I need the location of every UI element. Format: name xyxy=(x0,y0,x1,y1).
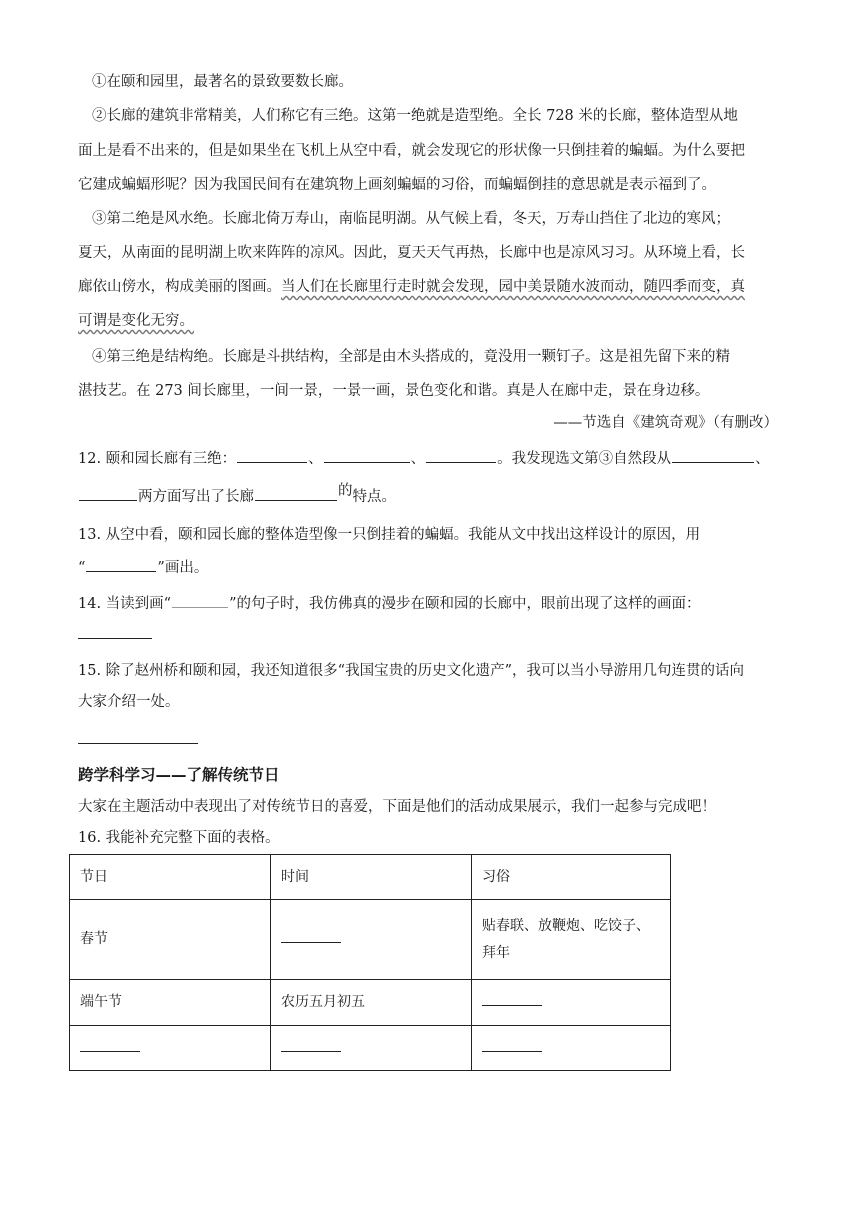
custom-text: 贴春联、放鞭炮、吃饺子、 xyxy=(482,917,650,934)
question-12-text: 。我发现选文第③自然段从 xyxy=(497,451,672,467)
question-12-text: 12. 颐和园长廊有三绝： xyxy=(78,451,237,467)
answer-blank[interactable] xyxy=(172,593,228,608)
table-header-custom: 习俗 xyxy=(472,855,671,900)
time-cell: 农历五月初五 xyxy=(271,980,472,1026)
question-12-text: 特点。 xyxy=(352,489,396,505)
question-14-line-1 xyxy=(78,593,783,614)
passage-paragraph-2-line-1: ②长廊的建筑非常精美，人们称它有三绝。这第一绝就是造型绝。全长 728 米的长廊，整体造型从地 xyxy=(92,108,738,124)
question-15-answer-line xyxy=(78,729,783,750)
question-12-text: 的 xyxy=(338,483,353,499)
passage-text: 廊依山傍水，构成美丽的图画。 xyxy=(78,279,281,295)
passage-paragraph-2-line-3: 它建成蝙蝠形呢？因为我国民间有在建筑物上画刻蝙蝠的习俗，而蝙蝠倒挂的意思就是表示福到了。 xyxy=(78,177,716,193)
answer-blank[interactable] xyxy=(324,448,410,463)
custom-cell xyxy=(472,900,671,980)
festival-cell: 端午节 xyxy=(70,980,271,1026)
answer-blank[interactable] xyxy=(426,448,496,463)
answer-blank[interactable] xyxy=(482,1037,542,1052)
passage-paragraph-1: ①在颐和园里，最著名的景致要数长廊。 xyxy=(92,74,353,90)
custom-text: 拜年 xyxy=(482,944,510,961)
separator: 、 xyxy=(755,451,770,467)
section-intro: 大家在主题活动中表现出了对传统节日的喜爱，下面是他们的活动成果展示，我们一起参与完成吧！ xyxy=(78,799,716,815)
table-row xyxy=(70,980,671,1026)
question-13-line-2 xyxy=(78,557,783,578)
table-header-time: 时间 xyxy=(271,855,472,900)
answer-blank[interactable] xyxy=(86,557,156,572)
separator: 、 xyxy=(308,451,323,467)
question-14-text: 14. 当读到画“ xyxy=(78,596,172,612)
answer-blank[interactable] xyxy=(281,1037,341,1052)
question-14-answer-line xyxy=(78,624,783,645)
passage-paragraph-3-line-4 xyxy=(78,311,783,331)
question-15-line-1: 15. 除了赵州桥和颐和园，我还知道很多“我国宝贵的历史文化遗产”，我可以当小导游用几句连贯的话向 xyxy=(78,663,744,679)
time-cell[interactable] xyxy=(271,900,472,980)
passage-paragraph-3-line-3 xyxy=(78,277,783,297)
passage-paragraph-3-line-1: ③第二绝是风水绝。长廊北倚万寿山，南临昆明湖。从气候上看，冬天，万寿山挡住了北边的寒风； xyxy=(92,211,730,227)
passage-paragraph-4-line-1: ④第三绝是结构绝。长廊是斗拱结构，全部是由木头搭成的，竟没用一颗钉子。这是祖先留下来的精 xyxy=(92,349,730,365)
table-header-row xyxy=(70,855,671,900)
question-13-text: ”画出。 xyxy=(157,560,209,576)
question-12-line-1 xyxy=(78,448,783,469)
table-header-festival: 节日 xyxy=(70,855,271,900)
answer-blank[interactable] xyxy=(482,991,542,1006)
passage-paragraph-3-line-2: 夏天，从南面的昆明湖上吹来阵阵的凉风。因此，夏天天气再热，长廊中也是凉风习习。从环境上看，长 xyxy=(78,245,745,261)
answer-blank[interactable] xyxy=(281,928,341,943)
passage-paragraph-2-line-2: 面上是看不出来的，但是如果坐在飞机上从空中看，就会发现它的形状像一只倒挂着的蝙蝠。为什么要把 xyxy=(78,143,745,159)
answer-blank[interactable] xyxy=(79,486,137,501)
question-13-text: “ xyxy=(78,560,86,576)
table-row xyxy=(70,900,671,980)
custom-cell[interactable] xyxy=(472,980,671,1026)
wavy-underlined-sentence-end: 可谓是变化无穷。 xyxy=(78,313,194,329)
question-12-line-2 xyxy=(78,483,783,507)
question-16: 16. 我能补充完整下面的表格。 xyxy=(78,830,280,846)
question-15-line-2: 大家介绍一处。 xyxy=(78,694,180,710)
time-cell[interactable] xyxy=(271,1026,472,1071)
answer-blank[interactable] xyxy=(78,729,198,744)
table-row xyxy=(70,1026,671,1071)
wavy-underlined-sentence: 当人们在长廊里行走时就会发现，园中美景随水波而动，随四季而变，真 xyxy=(281,279,745,295)
section-title: 跨学科学习——了解传统节日 xyxy=(78,766,280,784)
festival-cell: 春节 xyxy=(70,900,271,980)
festival-cell[interactable] xyxy=(70,1026,271,1071)
answer-blank[interactable] xyxy=(672,448,754,463)
answer-blank[interactable] xyxy=(255,486,337,501)
question-13-line-1: 13. 从空中看，颐和园长廊的整体造型像一只倒挂着的蝙蝠。我能从文中找出这样设计的原因，用 xyxy=(78,527,701,543)
answer-blank[interactable] xyxy=(80,1037,140,1052)
separator: 、 xyxy=(410,451,426,467)
answer-blank[interactable] xyxy=(78,624,152,639)
question-12-text: 两方面写出了长廊 xyxy=(138,489,254,505)
passage-paragraph-4-line-2: 湛技艺。在 273 间长廊里，一间一景，一景一画，景色变化和谐。真是人在廊中走，景在身边移。 xyxy=(78,383,710,399)
answer-blank[interactable] xyxy=(237,448,307,463)
passage-source: ——节选自《建筑奇观》（有删改） xyxy=(553,415,778,431)
custom-cell[interactable] xyxy=(472,1026,671,1071)
question-14-text: ”的句子时，我仿佛真的漫步在颐和园的长廊中，眼前出现了这样的画面： xyxy=(229,596,701,612)
festival-table xyxy=(69,854,671,1071)
